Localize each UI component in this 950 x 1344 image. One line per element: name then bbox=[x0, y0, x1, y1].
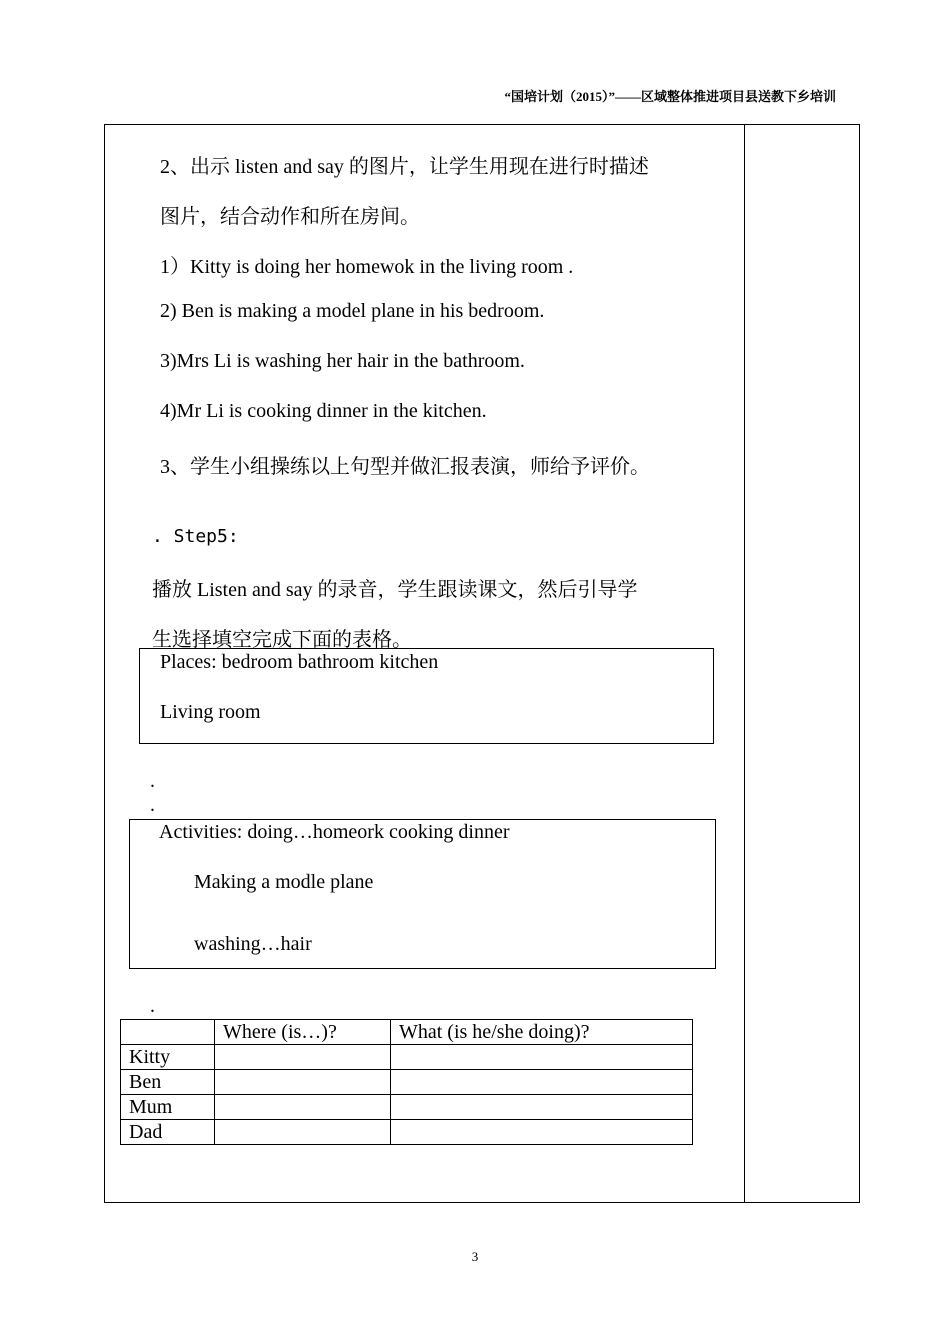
activities-box bbox=[129, 819, 716, 969]
example-sentence: 4)Mr Li is cooking dinner in the kitchen. bbox=[160, 400, 487, 422]
step-heading: . Step5: bbox=[152, 526, 239, 547]
table-cell bbox=[391, 1095, 693, 1120]
example-sentence: 1）Kitty is doing her homewok in the living room . bbox=[160, 256, 574, 278]
example-sentence: 2) Ben is making a model plane in his bedroom. bbox=[160, 300, 545, 322]
table-cell: Dad bbox=[121, 1120, 215, 1145]
places-box bbox=[139, 648, 714, 744]
dot-marker: . bbox=[150, 995, 155, 1017]
table-row bbox=[121, 1070, 693, 1095]
table-header-cell bbox=[121, 1020, 215, 1045]
table-cell bbox=[215, 1120, 391, 1145]
table-row bbox=[121, 1120, 693, 1145]
instruction-line: 2、出示 listen and say 的图片，让学生用现在进行时描述 bbox=[160, 156, 649, 178]
table-row bbox=[121, 1095, 693, 1120]
column-divider bbox=[744, 124, 745, 1203]
places-line: Living room bbox=[160, 701, 261, 723]
table-cell bbox=[215, 1095, 391, 1120]
table-cell bbox=[215, 1045, 391, 1070]
activities-line: washing…hair bbox=[194, 933, 312, 955]
page-number: 3 bbox=[471, 1249, 479, 1264]
step-instruction: 播放 Listen and say 的录音，学生跟读课文，然后引导学 bbox=[152, 579, 638, 601]
page-header: “国培计划（2015）”——区域整体推进项目县送教下乡培训 bbox=[504, 89, 836, 104]
step-instruction: 生选择填空完成下面的表格。 bbox=[152, 629, 412, 651]
instruction-line: 3、学生小组操练以上句型并做汇报表演，师给予评价。 bbox=[160, 456, 650, 478]
table-header-row bbox=[121, 1020, 693, 1045]
activities-line: Making a modle plane bbox=[194, 871, 374, 893]
table-cell: Mum bbox=[121, 1095, 215, 1120]
activities-line: Activities: doing…homeork cooking dinner bbox=[159, 821, 510, 843]
places-line: Places: bedroom bathroom kitchen bbox=[160, 651, 439, 673]
table-header-cell: What (is he/she doing)? bbox=[391, 1020, 693, 1045]
table-cell bbox=[215, 1070, 391, 1095]
table-cell: Ben bbox=[121, 1070, 215, 1095]
table-header-cell: Where (is…)? bbox=[215, 1020, 391, 1045]
table-cell bbox=[391, 1045, 693, 1070]
example-sentence: 3)Mrs Li is washing her hair in the bathroom. bbox=[160, 350, 525, 372]
dot-marker: . bbox=[150, 794, 155, 816]
table-row bbox=[121, 1045, 693, 1070]
table-cell: Kitty bbox=[121, 1045, 215, 1070]
instruction-line: 图片，结合动作和所在房间。 bbox=[160, 206, 420, 228]
answer-table bbox=[120, 1019, 693, 1145]
dot-marker: . bbox=[150, 770, 155, 792]
table-cell bbox=[391, 1070, 693, 1095]
table-cell bbox=[391, 1120, 693, 1145]
